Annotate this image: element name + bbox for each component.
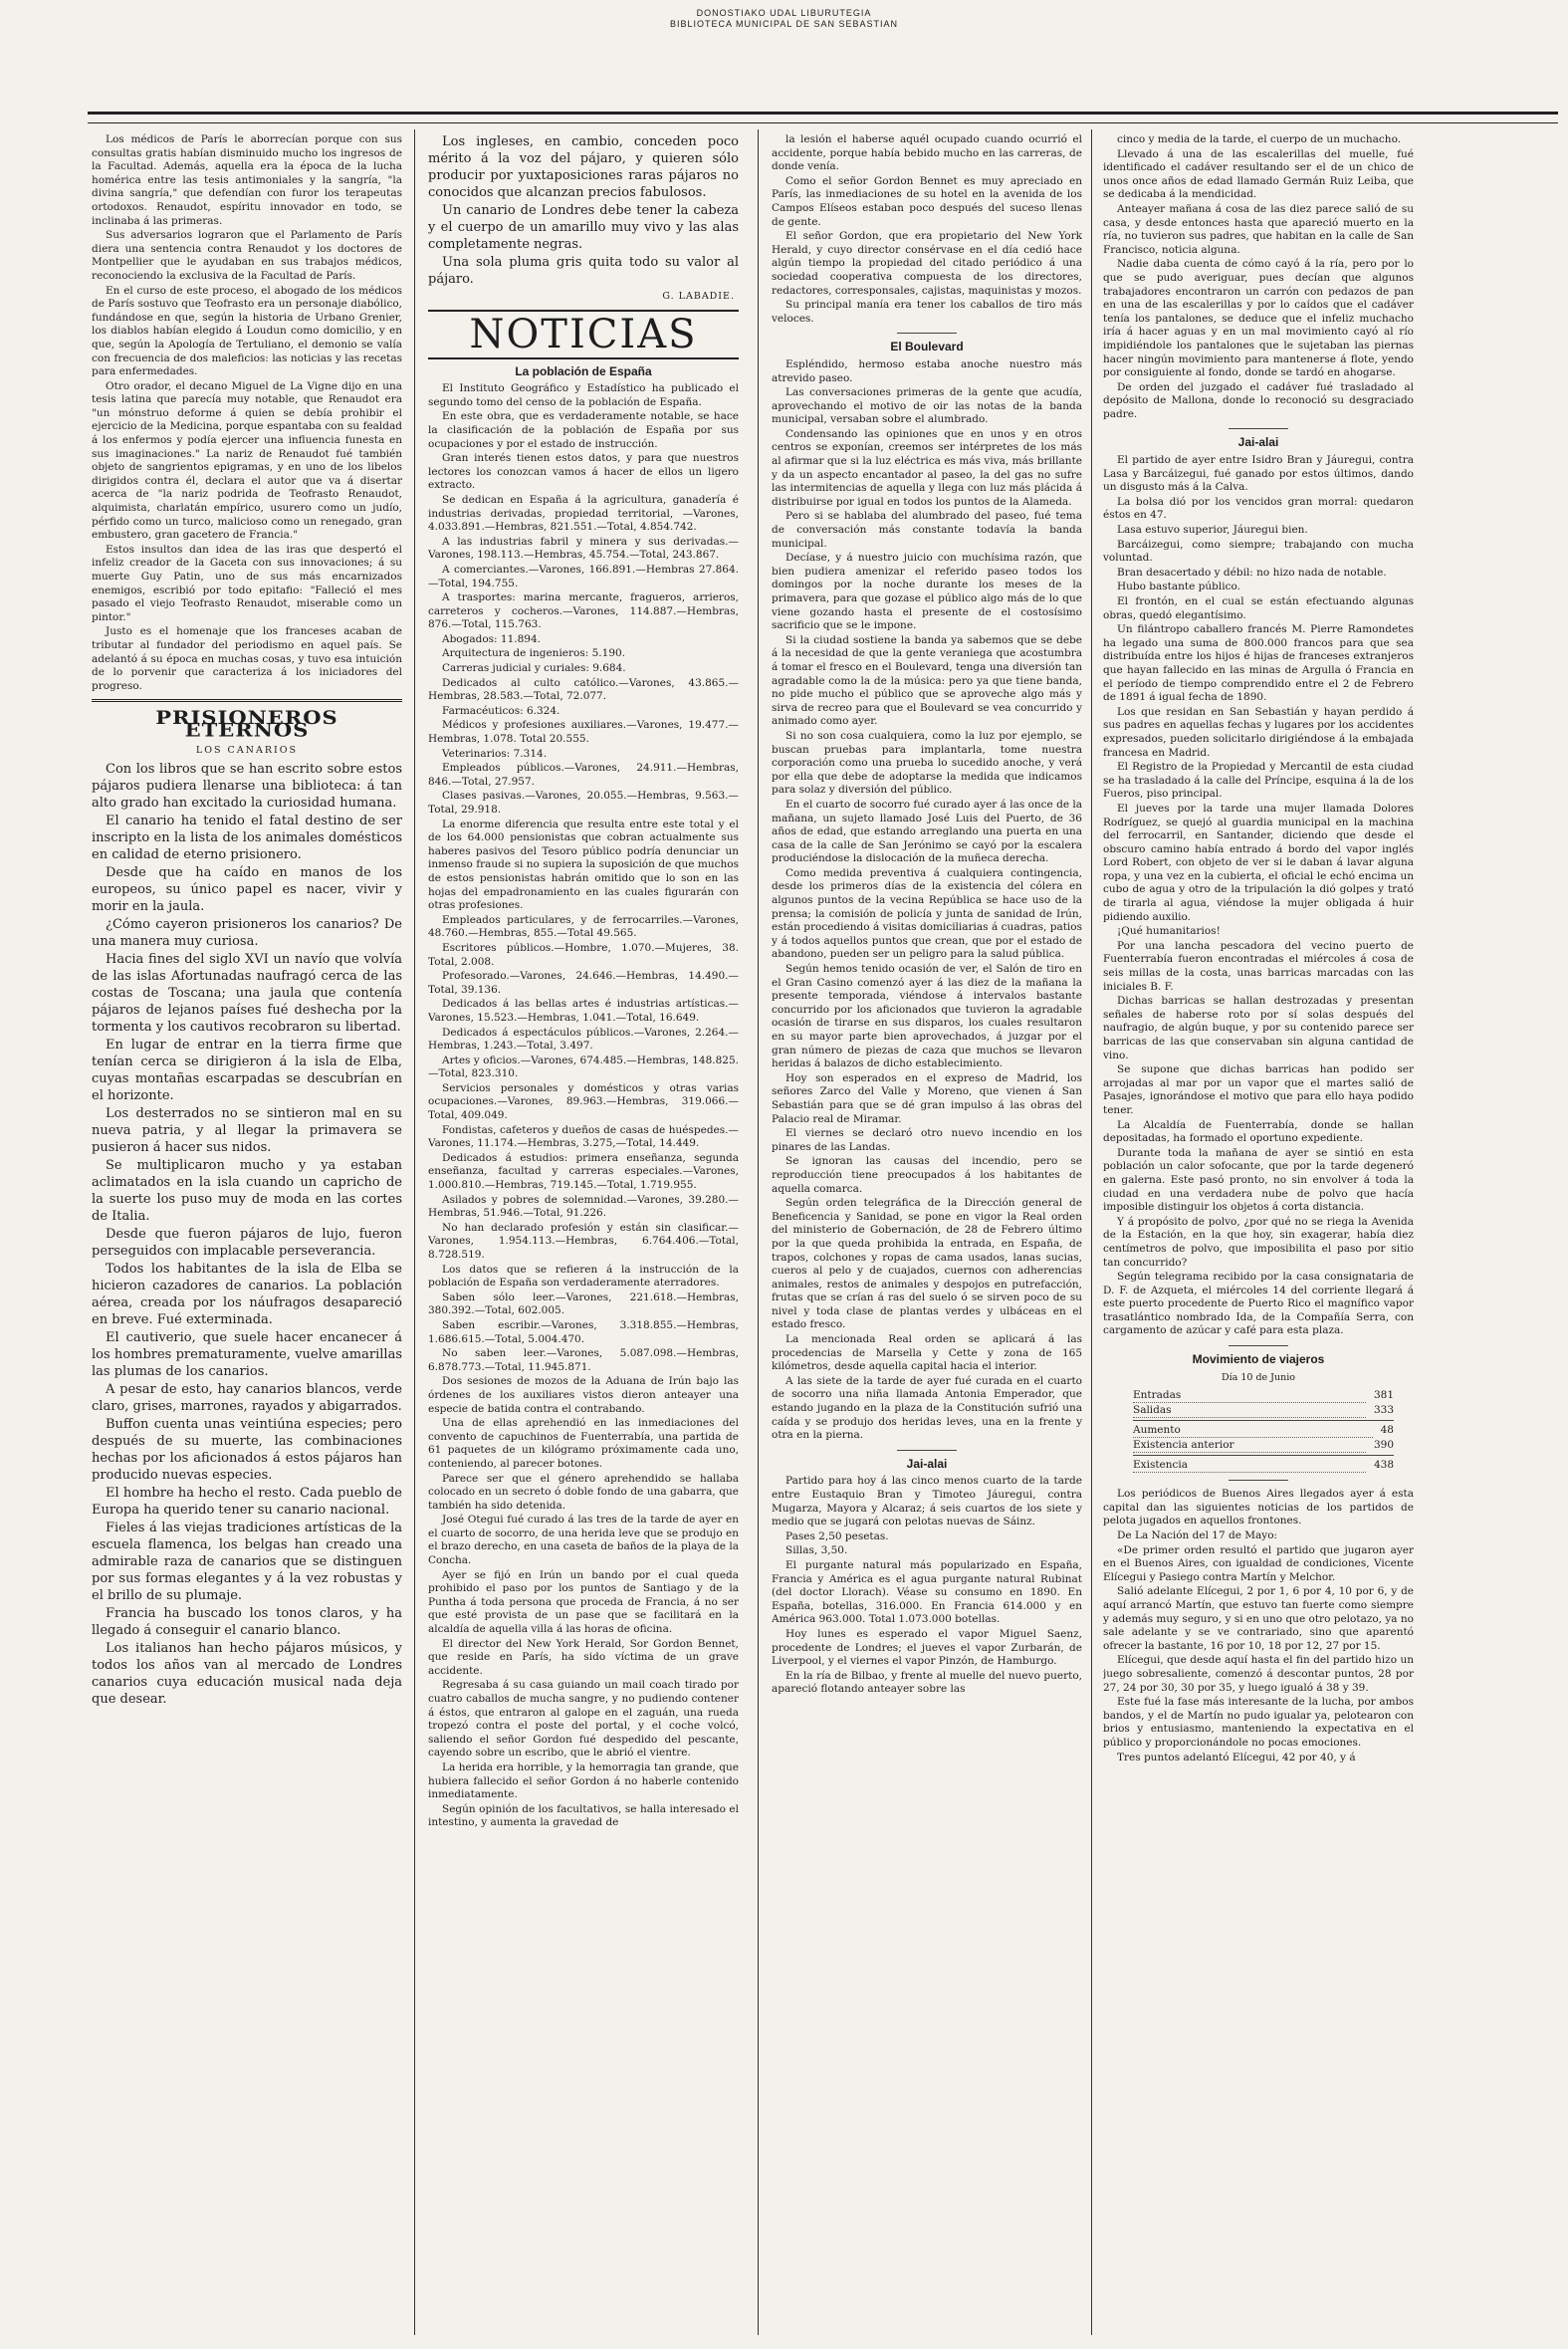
- paragraph: Sus adversarios lograron que el Parlamento de París diera una sentencia contra Renaudot y los doctores de Montpellier que le ayudaban en sus trabajos médicos, reconociendo la exclusiva de la Facultad de París.: [92, 229, 402, 282]
- paragraph: Francia ha buscado los tonos claros, y ha llegado á conseguir el canario blanco.: [92, 1606, 402, 1639]
- paragraph: Por una lancha pescadora del vecino puerto de Fuenterrabía fueron encontradas el miércoles á cosa de seis millas de la costa, unas barricas marcadas con las iniciales B. F.: [1103, 939, 1414, 993]
- paragraph: Farmacéuticos: 6.324.: [442, 704, 560, 717]
- paragraph: Tres puntos adelantó Elícegui, 42 por 40, y á: [1117, 1751, 1356, 1763]
- paragraph: El jueves por la tarde una mujer llamada Dolores Rodríguez, se quejó al guardia municipal en la machina del ferrocarril, en Santander, diciendo que desde el obscuro camino había entrado á bordo del vapor inglés Lord Robert, con objeto de ver si le daban á lavar alguna ropa, y una vez en la cubierta, el oficial le echó encima un cubo de agua y otro de la tripulación la dió golpes y trató de tirarla al agua, viéndose la mujer obligada á huir pidiendo auxilio.: [1103, 802, 1414, 923]
- column-2: [428, 133, 739, 2329]
- row-label: Aumento: [1133, 1423, 1373, 1438]
- paragraph: Se supone que dichas barricas han podido ser arrojadas al mar por un vapor que el martes salió de Pasajes, ignorándose el motivo que para ello haya podido tener.: [1103, 1063, 1414, 1116]
- paragraph: Los desterrados no se sintieron mal en su nueva patria, y al llegar la primavera se pusieron á hacer sus nidos.: [92, 1106, 402, 1156]
- paragraph: Artes y oficios.—Varones, 674.485.—Hembras, 148.825.—Total, 823.310.: [428, 1054, 739, 1080]
- paragraph: Si no son cosa cualquiera, como la luz por ejemplo, se buscan pruebas para implantarla, tome nuestra corporación como una prueba lo sucedido anoche, y verá por ella que debe de adoptarse la medida que indicamos para solaz y diversión del público.: [772, 729, 1082, 797]
- row-label: Salidas: [1133, 1403, 1366, 1418]
- paragraph: Hoy lunes es esperado el vapor Miguel Saenz, procedente de Londres; el jueves el vapor Zurbarán, de Liverpool, y el viernes el vapor Pinzón, de Hamburgo.: [772, 1627, 1082, 1668]
- paragraph: El Instituto Geográfico y Estadístico ha publicado el segundo tomo del censo de la población de España.: [428, 382, 739, 408]
- separator: [1229, 428, 1288, 429]
- paragraph: Todos los habitantes de la isla de Elba se hicieron cazadores de canarios. La población aérea, creada por los náufragos desapareció en breve. Fué exterminada.: [92, 1262, 402, 1328]
- paragraph: Una de ellas aprehendió en las inmediaciones del convento de capuchinos de Fuenterrabía, una partida de 61 paquetes de un kilógramo próximamente cada uno, conteniendo, al parecer botones.: [428, 1417, 739, 1470]
- paragraph: El viernes se declaró otro nuevo incendio en los pinares de las Landas.: [772, 1127, 1082, 1153]
- separator: [897, 1450, 957, 1451]
- paragraph: Clases pasivas.—Varones, 20.055.—Hembras, 9.563.—Total, 29.918.: [428, 790, 739, 816]
- paragraph: En el cuarto de socorro fué curado ayer á las once de la mañana, un sujeto llamado José Luis del Puerto, de 36 años de edad, que estando arreglando una puerta en una casa de la calle de San Jerónimo se cayó por la escalera produciéndose la dislocación de la muñeca derecha.: [772, 798, 1082, 865]
- paragraph: Lasa estuvo superior, Jáuregui bien.: [1117, 524, 1308, 537]
- paragraph: Asilados y pobres de solemnidad.—Varones, 39.280.—Hembras, 51.946.—Total, 91.226.: [428, 1193, 739, 1220]
- paragraph: Profesorado.—Varones, 24.646.—Hembras, 14.490.—Total, 39.136.: [428, 970, 739, 996]
- paragraph: Una sola pluma gris quita todo su valor al pájaro.: [428, 255, 739, 287]
- movimiento-date: Día 10 de Junio: [1222, 1371, 1295, 1383]
- paragraph: A las industrias fabril y minera y sus derivadas.—Varones, 198.113.—Hembras, 45.754.—Total, 243.867.: [428, 535, 739, 562]
- paragraph: El hombre ha hecho el resto. Cada pueblo de Europa ha querido tener su canario nacional.: [92, 1486, 402, 1519]
- paragraph: Con los libros que se han escrito sobre estos pájaros pudiera llenarse una biblioteca: á tan alto grado han excitado la curiosidad humana.: [92, 762, 402, 812]
- column-1: [92, 133, 402, 2329]
- paragraph: Fondistas, cafeteros y dueños de casas de huéspedes.—Varones, 11.174.—Hembras, 3.275,—Total, 14.449.: [428, 1123, 739, 1150]
- column-3: [772, 133, 1082, 2329]
- paragraph: Estos insultos dan idea de las iras que despertó el infeliz creador de la Gaceta con sus innovaciones; á su muerte Guy Patin, uno de sus más encarnizados enemigos, escribió por todo epitafio: "Falleció el mes pasado el viejo Teofrasto Renaudot, miserable como un pintor.": [92, 543, 402, 623]
- paragraph: Dedicados á las bellas artes é industrias artísticas.—Varones, 15.523.—Hembras, 1.041.—Total, 16.649.: [428, 998, 739, 1024]
- top-rule: [88, 112, 1558, 123]
- subhead-movimiento: Movimiento de viajeros: [1192, 1352, 1325, 1367]
- paragraph: cinco y media de la tarde, el cuerpo de un muchacho.: [1117, 133, 1402, 145]
- table-row: [1103, 1423, 1414, 1438]
- paragraph: La herida era horrible, y la hemorragia tan grande, que hubiera fallecido el señor Gordon á no haberle contenido inmediatamente.: [428, 1761, 739, 1801]
- separator: [897, 333, 957, 334]
- paragraph: Según orden telegráfica de la Dirección general de Beneficencia y Sanidad, se pone en vigor la Real orden del ministerio de Gobernación, de 28 de Febrero último por la que queda prohibida la entrada, en España, de trapos, colchones y ropas de cama usados, lanas sucias, cueros al pelo y de cuajados, cuernos con adherencias animales, restos de animales y despojos en putrefacción, frutas que se crían á ras del suelo ó se sirven poco de su nivel y toda clase de plantas verdes y ulbáceas en el estado fresco.: [772, 1197, 1082, 1331]
- column-rule: [414, 129, 415, 2335]
- paragraph: Decíase, y á nuestro juicio con muchísima razón, que bien pudiera amenizar el referido paseo todos los domingos por la noche durante los meses de la primavera, para que gozase el público algo más de lo que viene gozando hasta el presente de el costosísimo sacrificio que se le impone.: [772, 552, 1082, 632]
- row-label: Existencia: [1133, 1458, 1366, 1473]
- row-label: Existencia anterior: [1133, 1438, 1366, 1453]
- separator: [1229, 1345, 1288, 1346]
- paragraph: Pases 2,50 pesetas.: [785, 1529, 889, 1542]
- row-value: 438: [1373, 1459, 1394, 1472]
- gordon-bennet-article: [772, 133, 1082, 326]
- paragraph: Se multiplicaron mucho y ya estaban aclimatados en la isla cuando un capricho de la suerte los puso muy de moda en las cortes de Italia.: [92, 1158, 402, 1225]
- paragraph: A comerciantes.—Varones, 166.891.—Hembras 27.864.—Total, 194.755.: [428, 563, 739, 589]
- paragraph: Desde que ha caído en manos de los europeos, su único papel es nacer, vivir y morir en la jaula.: [92, 865, 402, 915]
- paragraph: Llevado á una de las escalerillas del muelle, fué identificado el cadáver resultando ser el de un chico de unos once años de edad llamado Germán Ruiz Leiba, que se dedicaba á la mendicidad.: [1103, 147, 1414, 201]
- paragraph: A trasportes: marina mercante, fragueros, arrieros, carreteros y cocheros.—Varones, 114.887.—Hembras, 876.—Total, 115.763.: [428, 591, 739, 631]
- paragraph: Según opinión de los facultativos, se halla interesado el intestino, y aumenta la gravedad de: [428, 1802, 739, 1829]
- paragraph: ¡Qué humanitarios!: [1117, 925, 1221, 938]
- row-value: 390: [1373, 1439, 1394, 1452]
- paragraph: Otro orador, el decano Miguel de La Vigne dijo en una tesis latina que parecía muy notable, que Renaudot era "un mónstruo deforme á quien se debía prohibir el ejercicio de la Medicina, porque espantaba con su fealdad á los enfermos y podía ejercer una influencia funesta en sus imaginaciones." La nariz de Renaudot fué también objeto de sangrientos epigramas, y en uno de los libelos dirigidos contra él, declara el autor que va á disertar acerca de "la nariz podrida de Teofrasto Renaudot, alquimista, charlatán empírico, usurero como un judío, pérfido como un turco, malicioso como un renegado, gran embustero, gran gacetero de Francia.": [92, 379, 402, 542]
- header-line-1: DONOSTIAKO UDAL LIBURUTEGIA: [696, 8, 872, 18]
- jai-alai-news: [772, 1475, 1082, 1697]
- paragraph: Veterinarios: 7.314.: [442, 747, 548, 760]
- subhead-jai-alai-2: Jai-alai: [1237, 435, 1279, 450]
- paragraph: Abogados: 11.894.: [442, 632, 541, 645]
- paragraph: De orden del juzgado el cadáver fué trasladado al depósito de Mallona, donde lo reconoció su desgraciado padre.: [1103, 380, 1414, 420]
- table-rule: [1133, 1455, 1394, 1456]
- paragraph: Arquitectura de ingenieros: 5.190.: [442, 647, 626, 660]
- paragraph: Si la ciudad sostiene la banda ya sabemos que se debe á la necesidad de que la gente veraniega que acostumbra á tomar el fresco en el Boulevard, tenga una diversión tan agradable como la de la música: pero ya que tiene banda, no pide mucho el público que se aproveche algo más y sirva de recreo para que el Boulevard se vea concurrido y animado como ayer.: [772, 633, 1082, 728]
- paragraph: En lugar de entrar en la tierra firme que tenían cerca se dirigieron á la isla de Elba, cuyas montañas escarpadas se descubrían en el horizonte.: [92, 1038, 402, 1104]
- paragraph: Buffon cuenta unas veintiúna especies; pero después de su muerte, las combinaciones hechas por los aficionados á estos pájaros han producido nuevas especies.: [92, 1417, 402, 1484]
- table-row: [1103, 1458, 1414, 1473]
- paragraph: Escritores públicos.—Hombre, 1.070.—Mujeres, 38. Total, 2.008.: [428, 941, 739, 968]
- canarios-article: [92, 761, 402, 1708]
- paragraph: Según hemos tenido ocasión de ver, el Salón de tiro en el Gran Casino comenzó ayer á las diez de la mañana la presente temporada, viéndose á intervalos bastante concurrido por los aficionados que tuvieron la agradable ocasión de tirarse en sus disparos, los cuales resultaron en su mayor parte bien aprovechados, á juzgar por el gran número de piezas de caza que muchos se llevaron heridas á balazos de dicho establecimiento.: [772, 963, 1082, 1070]
- paragraph: Saben escribir.—Varones, 3.318.855.—Hembras, 1.686.615.—Total, 5.004.470.: [428, 1318, 739, 1345]
- paragraph: Dedicados al culto católico.—Varones, 43.865.—Hembras, 28.583.—Total, 72.077.: [428, 676, 739, 703]
- paragraph: Pero si se hablaba del alumbrado del paseo, fué tema de conversación más constante todavía la banda municipal.: [772, 510, 1082, 550]
- subhead-boulevard: El Boulevard: [890, 340, 964, 354]
- paragraph: Como el señor Gordon Bennet es muy apreciado en París, las inmediaciones de su hotel en la avenida de los Campos Elíseos estaban poco después del suceso llenas de gente.: [772, 174, 1082, 228]
- paragraph: El cautiverio, que suele hacer encanecer á los hombres prematuramente, vuelve amarillas las plumas de los canarios.: [92, 1330, 402, 1380]
- section-title-prisioneros: PRISIONEROS ETERNOS: [155, 706, 338, 742]
- noticias-masthead: NOTICIAS: [428, 310, 739, 359]
- paragraph: José Otegui fué curado á las tres de la tarde de ayer en el cuarto de socorro, de una herida leve que se produjo en el brazo derecho, en una caseta de baños de la playa de la Concha.: [428, 1514, 739, 1567]
- paragraph: Hacia fines del siglo XVI un navío que volvía de las islas Afortunadas naufragó cerca de las costas de Toscana; una jaula que contenía pájaros de lejanos países fué deshecha por la tormenta y los cautivos recobraron su libertad.: [92, 952, 402, 1036]
- paragraph: El director del New York Herald, Sor Gordon Bennet, que reside en París, ha sido víctima de un grave accidente.: [428, 1637, 739, 1677]
- paragraph: Nadie daba cuenta de cómo cayó á la ría, pero por lo que se pudo averiguar, pues decían que algunos trabajadores encontraron un carrón con pedazos de pan en una de las escalerillas y por lo caídos que el cadáver tenía los pantalones, se deduce que el infeliz muchacho iría á hacer aguas y en un mal movimiento cayó al río impidiéndole los pantalones que le sujetaban las piernas hacer ningún movimiento para mantenerse á flote, yendo por consiguiente al fondo, donde se tardó en ahogarse.: [1103, 258, 1414, 379]
- paragraph: Los médicos de París le aborrecían porque con sus consultas gratis habían disminuido mucho los ingresos de la Facultad. Además, aquella era la época de la lucha homérica entre las tesis antimoniales y la sangría, "la divina sangría," que defendían con furor los terapeutas ortodoxos. Renaudot, espíritu innovador en todo, se inclinaba á las primeras.: [92, 133, 402, 227]
- paragraph: Dos sesiones de mozos de la Aduana de Irún bajo las órdenes de los auxiliares vistos dieron anteayer una especie de batida contra el contrabando.: [428, 1375, 739, 1415]
- paragraph: Empleados públicos.—Varones, 24.911.—Hembras, 846.—Total, 27.957.: [428, 762, 739, 788]
- paragraph: El señor Gordon, que era propietario del New York Herald, y cuyo director consérvase en el día cedió hace algún tiempo la propiedad del citado periódico á una sociedad cooperativa compuesta de los directores, redactores, corresponsales, cajistas, maquinistas y mozos.: [772, 230, 1082, 297]
- paragraph: El canario ha tenido el fatal destino de ser inscripto en la lista de los animales domésticos en calidad de eterno prisionero.: [92, 814, 402, 863]
- row-value: 48: [1380, 1424, 1394, 1437]
- paragraph: Un canario de Londres debe tener la cabeza y el cuerpo de un amarillo muy vivo y las alas completamente negras.: [428, 203, 739, 252]
- subhead-poblacion: La población de España: [515, 363, 652, 378]
- section-rule: [92, 699, 402, 702]
- renaudot-article: [92, 133, 402, 693]
- paragraph: Este fué la fase más interesante de la lucha, por ambos bandos, y el de Martín no pudo igualar ya, pelotearon con brios y entusiasmo, manteniendo la expectativa en el público y proporcionándole no pocas emociones.: [1103, 1696, 1414, 1749]
- paragraph: Partido para hoy á las cinco menos cuarto de la tarde entre Eustaquio Bran y Timoteo Jáuregui, contra Mugarza, Mayora y Alcaraz; á seis cuartos de los siete y medio que se jugará con pelotas nuevas de Sáinz.: [772, 1475, 1082, 1528]
- paragraph: Médicos y profesiones auxiliares.—Varones, 19.477.—Hembras, 1.078. Total 20.555.: [428, 719, 739, 746]
- paragraph: El partido de ayer entre Isidro Bran y Jáuregui, contra Lasa y Barcáizegui, fué ganado por estos últimos, dando un disgusto más á la Calva.: [1103, 454, 1414, 494]
- paragraph: Justo es el homenaje que los franceses acaban de tributar al fundador del periodismo en aquel país. Se adelantó á su época en muchas cosas, y tuvo esa intuición de lo porvenir que caracteriza á los iniciadores del progreso.: [92, 625, 402, 692]
- paragraph: Desde que fueron pájaros de lujo, fueron perseguidos con implacable perseverancia.: [92, 1227, 402, 1260]
- buenos-aires-news: [1103, 1488, 1414, 1764]
- paragraph: Espléndido, hermoso estaba anoche nuestro más atrevido paseo.: [772, 357, 1082, 384]
- paragraph: Dichas barricas se hallan destrozadas y presentan señales de haberse roto por sí solas después del naufragio, de algún buque, y por su contenido parece ser barricas de las que conservaban sin alguna cantidad de vino.: [1103, 995, 1414, 1061]
- paragraph: Hubo bastante público.: [1117, 581, 1240, 593]
- paragraph: Salió adelante Elícegui, 2 por 1, 6 por 4, 10 por 6, y de aquí arrancó Martín, que estuvo tan fuerte como siempre y además muy seguro, y si en uno que otro pelotazo, ya no sale adelante y se ve contrariado, sino que aparentó ofrecer la bastante, 16 por 10, 18 por 12, 27 por 15.: [1103, 1585, 1414, 1652]
- separator: [1229, 1480, 1288, 1481]
- row-label: Entradas: [1133, 1388, 1366, 1403]
- paragraph: Sillas, 3,50.: [785, 1544, 848, 1557]
- paragraph: Según telegrama recibido por la casa consignataria de D. F. de Azqueta, el miércoles 14 del corriente llegará á este puerto procedente de Puerto Rico el magnífico vapor trasatlántico nombrado Ida, de la Compañía Serra, con cargamento de azúcar y café para esta plaza.: [1103, 1271, 1414, 1337]
- column-rule: [1091, 129, 1092, 2335]
- paragraph: Elícegui, que desde aquí hasta el fin del partido hizo un juego sobresaliente, comenzó á descontar puntos, 28 por 27, 24 por 30, 30 por 35, y luego igualó á 38 y 39.: [1103, 1654, 1414, 1694]
- paragraph: Un filántropo caballero francés M. Pierre Ramondetes ha legado una suma de 800.000 francos para que sea distribuída entre los hijos é hijas de franceses extranjeros que hayan fallecido en las minas de Argulla ó Francia en el período de tiempo comprendido entre el 2 de Febrero de 1891 á igual fecha de 1890.: [1103, 623, 1414, 704]
- paragraph: «De primer orden resultó el partido que jugaron ayer en el Buenos Aires, con igualdad de condiciones, Vicente Elícegui y Pasiego contra Martín y Melchor.: [1103, 1543, 1414, 1583]
- paragraph: Regresaba á su casa guiando un mail coach tirado por cuatro caballos de mucha sangre, y no pudiendo contener á éstos, que entraron al galope en el zaguán, una rueda tropezó contra el poste del portal, y el coche volcó, saliendo el señor Gordon fué despedido del pescante, cayendo sobre un escribo, que le abrió el vientre.: [428, 1679, 739, 1760]
- paragraph: Dedicados á estudios: primera enseñanza, segunda enseñanza, facultad y carreras especiales.—Varones, 1.000.810.—Hembras, 719.145.—Total, 1.719.955.: [428, 1151, 739, 1192]
- paragraph: Dedicados á espectáculos públicos.—Varones, 2.264.—Hembras, 1.243.—Total, 3.497.: [428, 1026, 739, 1053]
- paragraph: Ayer se fijó en Irún un bando por el cual queda prohibido el paso por los puntos de Santiago y de la Puntha á toda persona que proceda de Francia, á no ser que esté provista de un pase que se facilitará en la alcaldía de aquella villa á las horas de oficina.: [428, 1568, 739, 1636]
- bilbao-news: [1103, 133, 1414, 421]
- table-row: [1103, 1438, 1414, 1453]
- column-rule: [758, 129, 759, 2335]
- paragraph: Hoy son esperados en el expreso de Madrid, los señores Zarco del Valle y Moreno, que vienen á San Sebastián para que se dé gran impulso á las obras del Palacio real de Miramar.: [772, 1071, 1082, 1125]
- subhead-jai-alai: Jai-alai: [906, 1456, 948, 1471]
- paragraph: Como medida preventiva á cualquiera contingencia, desde los primeros días de la existencia del cólera en algunos puntos de la vecina República se hace uso de la prensa; la comisión de policía y junta de sanidad de Irún, están procediendo á visitas domiciliarias á cuadras, patios y á todos aquellos puntos que crean, que por el estado de abandono, pueden ser un peligro para la salud pública.: [772, 866, 1082, 961]
- canarios-article-continued: [428, 133, 739, 288]
- paragraph: Parece ser que el género aprehendido se hallaba colocado en un secreto ó doble fondo de una gabarra, que también ha sido detenida.: [428, 1472, 739, 1512]
- author-signature: G. LABADIE.: [662, 291, 735, 302]
- paragraph: Se dedican en España á la agricultura, ganadería é industrias derivadas, propiedad territorial, —Varones, 4.033.891.—Hembras, 821.551.—Total, 4.854.742.: [428, 493, 739, 534]
- row-value: 333: [1373, 1404, 1394, 1417]
- paragraph: Empleados particulares, y de ferrocarriles.—Varones, 48.760.—Hembras, 855.—Total 49.565.: [428, 913, 739, 940]
- movimiento-table: [1103, 1388, 1414, 1473]
- paragraph: La enorme diferencia que resulta entre este total y el de los 64.000 pensionistas que cobran actualmente sus haberes pasivos del Tesoro público podría denunciar un inmenso fraude si no supiera la suposición de que muchos de estos pensionistas habrán omitido que lo son en las hojas del empadronamiento en las cuales figurarán con otras profesiones.: [428, 818, 739, 912]
- boulevard-news: [772, 358, 1082, 1443]
- paragraph: No saben leer.—Varones, 5.087.098.—Hembras, 6.878.773.—Total, 11.945.871.: [428, 1347, 739, 1373]
- paragraph: La mencionada Real orden se aplicará á las procedencias de Marsella y Cette y zona de 165 kilómetros, desde aquella capital hacia el interior.: [772, 1333, 1082, 1373]
- column-4: [1103, 133, 1414, 2329]
- paragraph: Los periódicos de Buenos Aires llegados ayer á esta capital dan las siguientes noticias de los partidos de pelota jugados en aquellos frontones.: [1103, 1488, 1414, 1527]
- paragraph: A pesar de esto, hay canarios blancos, verde claro, grises, marrones, rayados y abigarrados.: [92, 1382, 402, 1415]
- paragraph: Los italianos han hecho pájaros músicos, y todos los años van al mercado de Londres canarios cuya educación musical nada deja que desear.: [92, 1641, 402, 1708]
- paragraph: Carreras judicial y curiales: 9.684.: [442, 662, 626, 675]
- row-value: 381: [1373, 1389, 1394, 1402]
- table-rule: [1133, 1420, 1394, 1421]
- table-row: [1103, 1388, 1414, 1403]
- paragraph: El frontón, en el cual se están efectuando algunas obras, quedó elegantísimo.: [1103, 595, 1414, 621]
- paragraph: De La Nación del 17 de Mayo:: [1117, 1529, 1278, 1542]
- paragraph: Condensando las opiniones que en unos y en otros centros se exponían, creemos ser intérpretes de los más al afirmar que si la luz eléctrica es más viva, más brillante y da un aspecto encantador al paseo, la del gas no sufre las intermitencias de aquella y llega con luz más plácida á distribuirse por igual en todos los puntos de la Alameda.: [772, 427, 1082, 508]
- paragraph: A las siete de la tarde de ayer fué curada en el cuarto de socorro una niña llamada Antonia Emperador, que estando jugando en la plaza de la Constitución sufrió una caída y se produjo dos heridas leves, una en la frente y otra en la pierna.: [772, 1374, 1082, 1442]
- paragraph: En este obra, que es verdaderamente notable, se hace la clasificación de la población de España por sus ocupaciones y por el estado de instrucción.: [428, 410, 739, 450]
- paragraph: Barcáizegui, como siempre; trabajando con mucha voluntad.: [1103, 538, 1414, 565]
- paragraph: No han declarado profesión y están sin clasificar.—Varones, 1.954.113.—Hembras, 6.764.406.—Total, 8.728.519.: [428, 1221, 739, 1261]
- paragraph: El Registro de la Propiedad y Mercantil de esta ciudad se ha trasladado á la calle del Príncipe, esquina á la de los Fueros, piso principal.: [1103, 761, 1414, 801]
- paragraph: Gran interés tienen estos datos, y para que nuestros lectores los conozcan vamos á hacer de ellos un ligero extracto.: [428, 452, 739, 492]
- paragraph: Los que residan en San Sebastián y hayan perdido á sus padres en aquellas fechas y lugares por los accidentes expresados, pueden solicitarlo dirigiéndose á la embajada francesa en Madrid.: [1103, 705, 1414, 759]
- paragraph: Y á propósito de polvo, ¿por qué no se riega la Avenida de la Estación, en la que hoy, sin exagerar, había diez centímetros de polvo, que imposibilita el paso por sitio tan concurrido?: [1103, 1215, 1414, 1269]
- paragraph: El purgante natural más popularizado en España, Francia y América es el agua purgante natural Rubinat (del doctor Llorach). Véase su consumo en 1890. En España, botellas, 316.000. En Francia 614.000 y en América 963.000. Total 1.073.000 botellas.: [772, 1558, 1082, 1626]
- paragraph: En el curso de este proceso, el abogado de los médicos de París sostuvo que Teofrasto era un personaje diabólico, fundándose en que, según la historia de Urbano Grenier, los diablos habían elegido á Loudun como domicilio, y en que, según la Apología de Tertuliano, el demonio se valía con frecuencia de dos maleficios: las noticias y las recetas para enfermedades.: [92, 284, 402, 378]
- table-row: [1103, 1403, 1414, 1418]
- paragraph: Bran desacertado y débil: no hizo nada de notable.: [1117, 566, 1387, 579]
- paragraph: Se ignoran las causas del incendio, pero se reproducción tiene preocupados á los habitantes de aquella comarca.: [772, 1155, 1082, 1195]
- paragraph: Anteayer mañana á cosa de las diez parece salió de su casa, y desde entonces hasta que apareció muerto en la ría, no tuvieron sus padres, que habitan en la calle de San Francisco, noticia alguna.: [1103, 202, 1414, 256]
- paragraph: Durante toda la mañana de ayer se sintió en esta población un calor sofocante, que por la tarde degeneró en galerna. Este pasó pronto, no sin envolver á toda la ciudad en una verdadera nube de polvo que hacía imposible distinguir los objetos á corta distancia.: [1103, 1146, 1414, 1214]
- header-line-2: BIBLIOTECA MUNICIPAL DE SAN SEBASTIAN: [669, 19, 899, 29]
- library-header: [0, 8, 1568, 30]
- paragraph: Los datos que se refieren á la instrucción de la población de España son verdaderamente aterradores.: [428, 1263, 739, 1290]
- paragraph: La bolsa dió por los vencidos gran morral: quedaron éstos en 47.: [1103, 495, 1414, 522]
- poblacion-article: [428, 382, 739, 1830]
- local-news: [1103, 454, 1414, 1338]
- paragraph: Servicios personales y domésticos y otras varias ocupaciones.—Varones, 89.963.—Hembras, 319.066.—Total, 409.049.: [428, 1081, 739, 1122]
- paragraph: En la ría de Bilbao, y frente al muelle del nuevo puerto, apareció flotando anteayer sobre las: [772, 1669, 1082, 1696]
- paragraph: ¿Cómo cayeron prisioneros los canarios? De una manera muy curiosa.: [92, 917, 402, 950]
- section-subtitle-canarios: LOS CANARIOS: [195, 744, 299, 756]
- paragraph: la lesión el haberse aquél ocupado cuando ocurrió el accidente, porque había bebido mucho en las carreras, de donde venía.: [772, 133, 1082, 173]
- paragraph: Saben sólo leer.—Varones, 221.618.—Hembras, 380.392.—Total, 602.005.: [428, 1291, 739, 1317]
- paragraph: La Alcaldía de Fuenterrabía, donde se hallan depositadas, ha formado el oportuno expediente.: [1103, 1118, 1414, 1145]
- paragraph: Los ingleses, en cambio, conceden poco mérito á la voz del pájaro, y quieren sólo producir por yuxtaposiciones raras pájaros no conocidos que alcanzan precios fabulosos.: [428, 134, 739, 200]
- paragraph: Fieles á las viejas tradiciones artísticas de la escuela flamenca, los belgas han creado una admirable raza de canarios que se distinguen por sus formas elegantes y á la vez robustas y el brillo de su plumaje.: [92, 1521, 402, 1604]
- paragraph: Su principal manía era tener los caballos de tiro más veloces.: [772, 299, 1082, 325]
- paragraph: Las conversaciones primeras de la gente que acudía, aprovechando el motivo de oir las notas de la banda municipal, versaban sobre el alumbrado.: [772, 386, 1082, 426]
